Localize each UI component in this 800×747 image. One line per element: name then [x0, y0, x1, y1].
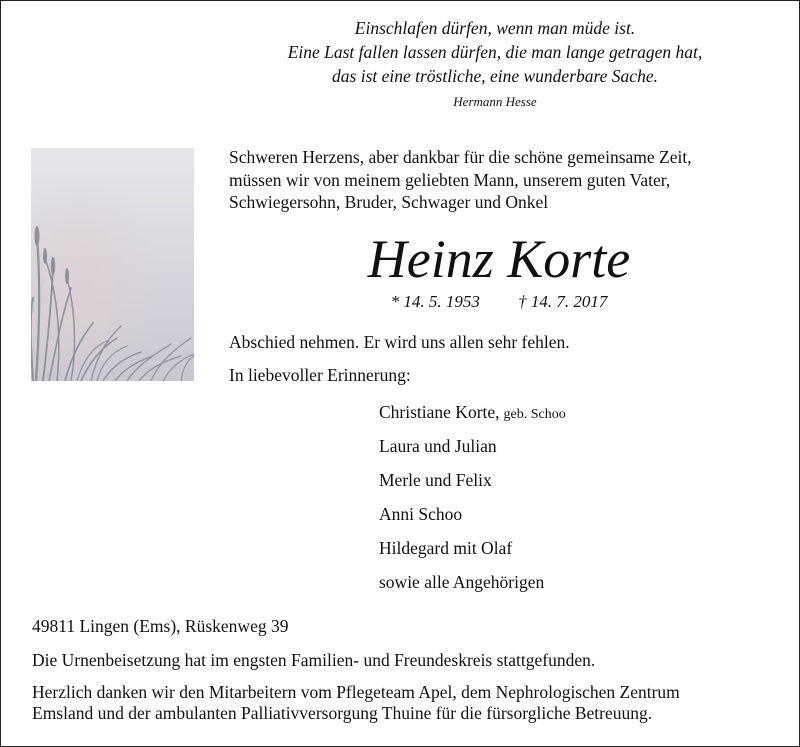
family-member-name: Merle und Felix	[379, 470, 492, 490]
family-member-name: sowie alle Angehörigen	[379, 572, 545, 592]
poem	[240, 16, 750, 88]
family-member-name: Hildegard mit Olaf	[379, 538, 513, 558]
poem-author: Hermann Hesse	[453, 94, 537, 109]
family-member	[379, 534, 566, 568]
intro-line: müssen wir von meinem geliebten Mann, unserem guten Vater,	[229, 169, 671, 190]
address: 49811 Lingen (Ems), Rüskenweg 39	[32, 616, 289, 636]
birth-date: * 14. 5. 1953	[390, 292, 480, 311]
poem-line: Einschlafen dürfen, wenn man müde ist.	[354, 18, 636, 38]
grass-photo	[31, 148, 194, 381]
family-member	[379, 500, 566, 534]
burial-note: Die Urnenbeisetzung hat im engsten Familien- und Freundeskreis stattgefunden.	[32, 650, 596, 670]
grass-photo-image	[31, 148, 194, 381]
farewell-text: Abschied nehmen. Er wird uns allen sehr fehlen.	[229, 332, 570, 352]
family-member	[379, 398, 566, 432]
death-date: † 14. 7. 2017	[518, 292, 608, 311]
family-member-name: Laura und Julian	[379, 436, 497, 456]
deceased-name: Heinz Korte	[367, 229, 631, 289]
remembrance-label: In liebevoller Erinnerung:	[229, 365, 411, 385]
intro-line: Schwiegersohn, Bruder, Schwager und Onkel	[229, 192, 549, 212]
thanks-line: Herzlich danken wir den Mitarbeitern vom Pflegeteam Apel, dem Nephrologischen Zentrum	[32, 682, 680, 702]
poem-line: das ist eine tröstliche, eine wunderbare Sache.	[332, 66, 658, 86]
poem-line: Eine Last fallen lassen dürfen, die man lange getragen hat,	[287, 42, 703, 62]
family-member-suffix: geb. Schoo	[503, 407, 566, 422]
thanks-text	[32, 682, 680, 724]
thanks-line: Emsland und der ambulanten Palliativversorgung Thuine für die fürsorgliche Betreuung.	[32, 703, 653, 723]
life-dates	[229, 292, 769, 312]
family-member	[379, 568, 566, 602]
intro-text	[229, 146, 769, 214]
family-member-name: Anni Schoo	[379, 504, 463, 524]
family-member	[379, 432, 566, 466]
family-member	[379, 466, 566, 500]
intro-line: Schweren Herzens, aber dankbar für die schöne gemeinsame Zeit,	[229, 147, 692, 167]
family-member-name: Christiane Korte,	[379, 402, 500, 422]
family-list	[379, 398, 566, 602]
